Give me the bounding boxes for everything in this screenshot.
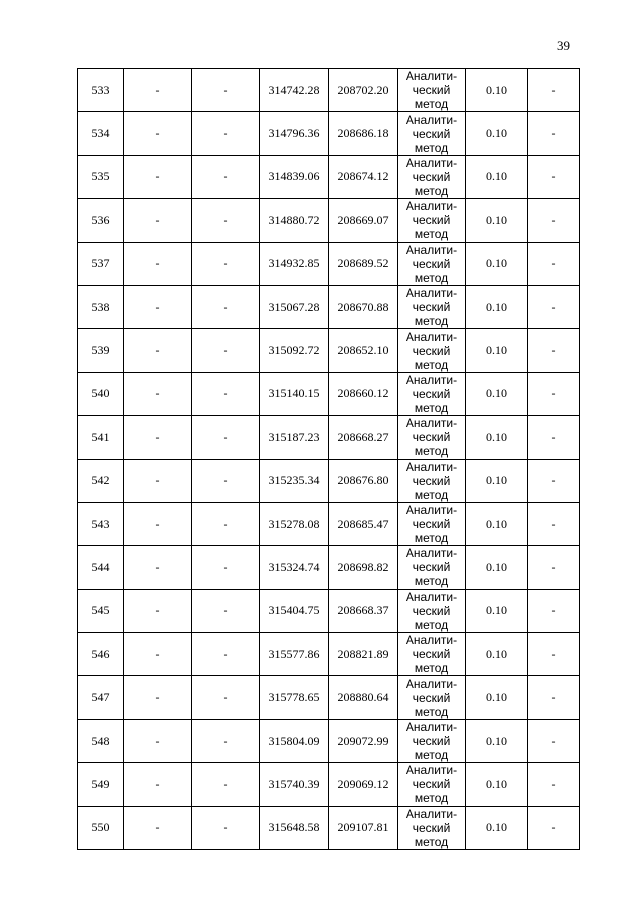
- empty-cell-a: -: [124, 242, 192, 285]
- x-coordinate-cell: 315067.28: [260, 285, 329, 328]
- method-cell: [398, 459, 466, 502]
- method-line: метод: [414, 574, 449, 589]
- table-row: [78, 416, 580, 459]
- x-coordinate-cell: 315324.74: [260, 546, 329, 589]
- method-line: Аналити-: [405, 806, 458, 821]
- accuracy-cell: 0.10: [466, 546, 528, 589]
- method-line: Аналити-: [405, 503, 458, 518]
- point-number-cell: 535: [78, 155, 124, 198]
- method-line: метод: [414, 400, 449, 415]
- method-line: метод: [414, 487, 449, 502]
- method-line: ческий: [412, 386, 451, 401]
- empty-cell-b: -: [192, 242, 260, 285]
- method-line: Аналити-: [405, 69, 458, 84]
- accuracy-cell: 0.10: [466, 242, 528, 285]
- empty-cell-b: -: [192, 719, 260, 762]
- accuracy-cell: 0.10: [466, 633, 528, 676]
- empty-cell-b: -: [192, 416, 260, 459]
- accuracy-cell: 0.10: [466, 589, 528, 632]
- method-line: Аналити-: [405, 112, 458, 127]
- table-row: [78, 155, 580, 198]
- empty-cell-c: -: [528, 502, 580, 545]
- method-cell: [398, 155, 466, 198]
- empty-cell-a: -: [124, 416, 192, 459]
- method-line: ческий: [412, 517, 451, 532]
- empty-cell-a: -: [124, 806, 192, 849]
- point-number-cell: 548: [78, 719, 124, 762]
- empty-cell-c: -: [528, 372, 580, 415]
- method-cell: [398, 589, 466, 632]
- y-coordinate-cell: 208685.47: [329, 502, 398, 545]
- y-coordinate-cell: 208821.89: [329, 633, 398, 676]
- method-line: метод: [414, 531, 449, 546]
- method-line: Аналити-: [405, 242, 458, 257]
- empty-cell-a: -: [124, 546, 192, 589]
- method-cell: [398, 372, 466, 415]
- method-line: Аналити-: [405, 589, 458, 604]
- empty-cell-a: -: [124, 589, 192, 632]
- accuracy-cell: 0.10: [466, 329, 528, 372]
- accuracy-cell: 0.10: [466, 719, 528, 762]
- method-line: Аналити-: [405, 199, 458, 214]
- x-coordinate-cell: 314932.85: [260, 242, 329, 285]
- x-coordinate-cell: 315140.15: [260, 372, 329, 415]
- table-row: [78, 633, 580, 676]
- empty-cell-c: -: [528, 633, 580, 676]
- y-coordinate-cell: 208668.27: [329, 416, 398, 459]
- table-row: [78, 112, 580, 155]
- empty-cell-b: -: [192, 459, 260, 502]
- empty-cell-c: -: [528, 112, 580, 155]
- point-number-cell: 538: [78, 285, 124, 328]
- accuracy-cell: 0.10: [466, 459, 528, 502]
- y-coordinate-cell: 208702.20: [329, 69, 398, 112]
- empty-cell-a: -: [124, 719, 192, 762]
- y-coordinate-cell: 208670.88: [329, 285, 398, 328]
- empty-cell-b: -: [192, 329, 260, 372]
- method-line: ческий: [412, 647, 451, 662]
- method-line: метод: [414, 183, 449, 198]
- method-line: метод: [414, 704, 449, 719]
- x-coordinate-cell: 315092.72: [260, 329, 329, 372]
- empty-cell-b: -: [192, 806, 260, 849]
- method-cell: [398, 763, 466, 806]
- table-body: [78, 69, 580, 850]
- method-line: метод: [414, 357, 449, 372]
- y-coordinate-cell: 209072.99: [329, 719, 398, 762]
- method-cell: [398, 719, 466, 762]
- method-line: ческий: [412, 213, 451, 228]
- empty-cell-c: -: [528, 763, 580, 806]
- method-line: Аналити-: [405, 416, 458, 431]
- method-line: Аналити-: [405, 372, 458, 387]
- accuracy-cell: 0.10: [466, 69, 528, 112]
- table-row: [78, 69, 580, 112]
- empty-cell-b: -: [192, 372, 260, 415]
- y-coordinate-cell: 208698.82: [329, 546, 398, 589]
- x-coordinate-cell: 315577.86: [260, 633, 329, 676]
- empty-cell-c: -: [528, 285, 580, 328]
- method-line: метод: [414, 97, 449, 112]
- accuracy-cell: 0.10: [466, 806, 528, 849]
- point-number-cell: 544: [78, 546, 124, 589]
- table-row: [78, 676, 580, 719]
- y-coordinate-cell: 209107.81: [329, 806, 398, 849]
- point-number-cell: 545: [78, 589, 124, 632]
- empty-cell-c: -: [528, 155, 580, 198]
- empty-cell-b: -: [192, 199, 260, 242]
- y-coordinate-cell: 208689.52: [329, 242, 398, 285]
- point-number-cell: 550: [78, 806, 124, 849]
- x-coordinate-cell: 315235.34: [260, 459, 329, 502]
- point-number-cell: 537: [78, 242, 124, 285]
- empty-cell-a: -: [124, 502, 192, 545]
- page-number: 39: [557, 38, 570, 53]
- method-line: метод: [414, 748, 449, 763]
- method-cell: [398, 199, 466, 242]
- method-line: Аналити-: [405, 546, 458, 561]
- method-line: Аналити-: [405, 459, 458, 474]
- x-coordinate-cell: 315778.65: [260, 676, 329, 719]
- empty-cell-c: -: [528, 459, 580, 502]
- empty-cell-c: -: [528, 242, 580, 285]
- method-cell: [398, 329, 466, 372]
- accuracy-cell: 0.10: [466, 676, 528, 719]
- empty-cell-a: -: [124, 329, 192, 372]
- method-line: ческий: [412, 560, 451, 575]
- x-coordinate-cell: 314880.72: [260, 199, 329, 242]
- method-cell: [398, 69, 466, 112]
- x-coordinate-cell: 315740.39: [260, 763, 329, 806]
- method-line: метод: [414, 140, 449, 155]
- method-line: Аналити-: [405, 763, 458, 778]
- method-line: метод: [414, 617, 449, 632]
- x-coordinate-cell: 315278.08: [260, 502, 329, 545]
- method-line: метод: [414, 791, 449, 806]
- method-line: ческий: [412, 300, 451, 315]
- empty-cell-c: -: [528, 676, 580, 719]
- accuracy-cell: 0.10: [466, 199, 528, 242]
- empty-cell-b: -: [192, 155, 260, 198]
- x-coordinate-cell: 315648.58: [260, 806, 329, 849]
- method-line: ческий: [412, 690, 451, 705]
- method-line: Аналити-: [405, 676, 458, 691]
- point-number-cell: 539: [78, 329, 124, 372]
- method-cell: [398, 546, 466, 589]
- y-coordinate-cell: 208676.80: [329, 459, 398, 502]
- table-row: [78, 546, 580, 589]
- method-cell: [398, 285, 466, 328]
- method-line: метод: [414, 444, 449, 459]
- empty-cell-a: -: [124, 155, 192, 198]
- method-line: ческий: [412, 430, 451, 445]
- empty-cell-b: -: [192, 112, 260, 155]
- y-coordinate-cell: 209069.12: [329, 763, 398, 806]
- method-cell: [398, 502, 466, 545]
- empty-cell-c: -: [528, 329, 580, 372]
- accuracy-cell: 0.10: [466, 155, 528, 198]
- accuracy-cell: 0.10: [466, 112, 528, 155]
- y-coordinate-cell: 208652.10: [329, 329, 398, 372]
- y-coordinate-cell: 208669.07: [329, 199, 398, 242]
- method-line: ческий: [412, 256, 451, 271]
- accuracy-cell: 0.10: [466, 285, 528, 328]
- table-row: [78, 459, 580, 502]
- empty-cell-b: -: [192, 546, 260, 589]
- method-line: ческий: [412, 734, 451, 749]
- y-coordinate-cell: 208660.12: [329, 372, 398, 415]
- empty-cell-a: -: [124, 676, 192, 719]
- method-line: Аналити-: [405, 155, 458, 170]
- empty-cell-c: -: [528, 69, 580, 112]
- table-row: [78, 763, 580, 806]
- empty-cell-a: -: [124, 763, 192, 806]
- coordinates-table: [77, 68, 580, 850]
- empty-cell-b: -: [192, 676, 260, 719]
- empty-cell-a: -: [124, 199, 192, 242]
- point-number-cell: 540: [78, 372, 124, 415]
- point-number-cell: 542: [78, 459, 124, 502]
- method-line: метод: [414, 661, 449, 676]
- empty-cell-c: -: [528, 416, 580, 459]
- method-cell: [398, 112, 466, 155]
- method-line: метод: [414, 270, 449, 285]
- x-coordinate-cell: 314742.28: [260, 69, 329, 112]
- empty-cell-c: -: [528, 806, 580, 849]
- method-line: ческий: [412, 83, 451, 98]
- point-number-cell: 534: [78, 112, 124, 155]
- y-coordinate-cell: 208686.18: [329, 112, 398, 155]
- point-number-cell: 549: [78, 763, 124, 806]
- empty-cell-b: -: [192, 69, 260, 112]
- method-line: ческий: [412, 169, 451, 184]
- table-row: [78, 589, 580, 632]
- table-row: [78, 806, 580, 849]
- table-row: [78, 285, 580, 328]
- empty-cell-b: -: [192, 633, 260, 676]
- y-coordinate-cell: 208880.64: [329, 676, 398, 719]
- point-number-cell: 536: [78, 199, 124, 242]
- table-row: [78, 719, 580, 762]
- point-number-cell: 543: [78, 502, 124, 545]
- empty-cell-c: -: [528, 589, 580, 632]
- empty-cell-a: -: [124, 112, 192, 155]
- x-coordinate-cell: 315404.75: [260, 589, 329, 632]
- point-number-cell: 547: [78, 676, 124, 719]
- empty-cell-b: -: [192, 589, 260, 632]
- method-line: метод: [414, 227, 449, 242]
- method-line: Аналити-: [405, 286, 458, 301]
- method-line: ческий: [412, 343, 451, 358]
- y-coordinate-cell: 208668.37: [329, 589, 398, 632]
- empty-cell-b: -: [192, 285, 260, 328]
- x-coordinate-cell: 315187.23: [260, 416, 329, 459]
- empty-cell-b: -: [192, 502, 260, 545]
- point-number-cell: 546: [78, 633, 124, 676]
- table-row: [78, 372, 580, 415]
- empty-cell-b: -: [192, 763, 260, 806]
- point-number-cell: 533: [78, 69, 124, 112]
- method-line: Аналити-: [405, 633, 458, 648]
- empty-cell-c: -: [528, 719, 580, 762]
- method-line: ческий: [412, 126, 451, 141]
- accuracy-cell: 0.10: [466, 763, 528, 806]
- accuracy-cell: 0.10: [466, 416, 528, 459]
- point-number-cell: 541: [78, 416, 124, 459]
- method-line: ческий: [412, 777, 451, 792]
- table-row: [78, 199, 580, 242]
- method-line: Аналити-: [405, 720, 458, 735]
- method-line: метод: [414, 834, 449, 849]
- empty-cell-a: -: [124, 372, 192, 415]
- method-cell: [398, 676, 466, 719]
- x-coordinate-cell: 314839.06: [260, 155, 329, 198]
- accuracy-cell: 0.10: [466, 372, 528, 415]
- table-row: [78, 242, 580, 285]
- y-coordinate-cell: 208674.12: [329, 155, 398, 198]
- method-cell: [398, 633, 466, 676]
- method-line: ческий: [412, 603, 451, 618]
- x-coordinate-cell: 314796.36: [260, 112, 329, 155]
- method-line: метод: [414, 314, 449, 329]
- table-row: [78, 502, 580, 545]
- empty-cell-a: -: [124, 633, 192, 676]
- empty-cell-a: -: [124, 69, 192, 112]
- method-cell: [398, 416, 466, 459]
- method-line: ческий: [412, 473, 451, 488]
- table-row: [78, 329, 580, 372]
- empty-cell-a: -: [124, 459, 192, 502]
- method-cell: [398, 806, 466, 849]
- accuracy-cell: 0.10: [466, 502, 528, 545]
- empty-cell-a: -: [124, 285, 192, 328]
- method-cell: [398, 242, 466, 285]
- empty-cell-c: -: [528, 546, 580, 589]
- method-line: Аналити-: [405, 329, 458, 344]
- empty-cell-c: -: [528, 199, 580, 242]
- method-line: ческий: [412, 820, 451, 835]
- x-coordinate-cell: 315804.09: [260, 719, 329, 762]
